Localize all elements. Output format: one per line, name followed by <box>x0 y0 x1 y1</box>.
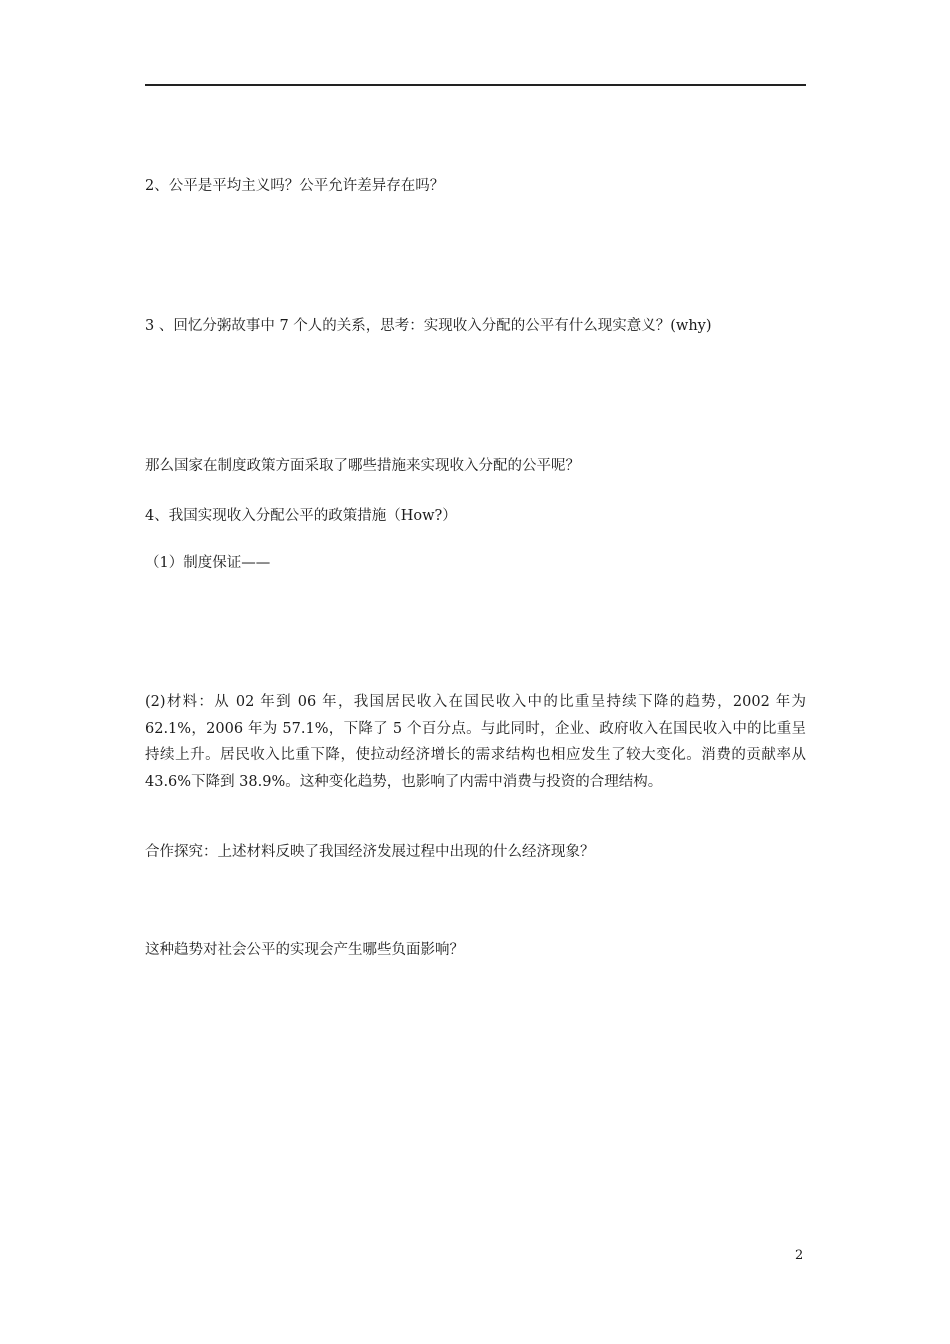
transition-question: 那么国家在制度政策方面采取了哪些措施来实现收入分配的公平呢？ <box>145 458 580 474</box>
page-number: 2 <box>795 1248 804 1263</box>
impact-question: 这种趋势对社会公平的实现会产生哪些负面影响？ <box>145 942 464 958</box>
header-rule <box>145 84 806 86</box>
question-4-item-1: （1）制度保证—— <box>145 555 271 571</box>
cooperation-question: 合作探究：上述材料反映了我国经济发展过程中出现的什么经济现象？ <box>145 844 595 860</box>
question-3: 3 、回忆分粥故事中 7 个人的关系，思考：实现收入分配的公平有什么现实意义？(why) <box>145 318 712 334</box>
question-4: 4、我国实现收入分配公平的政策措施（How?） <box>145 508 457 524</box>
question-2: 2、公平是平均主义吗？公平允许差异存在吗？ <box>145 178 445 194</box>
material-paragraph: (2)材料：从 02 年到 06 年，我国居民收入在国民收入中的比重呈持续下降的趋势，2002 年为 62.1%，2006 年为 57.1%，下降了 5 个百分点。与此同时，企业、政府收入在国民收入中的比重呈持续上升。居民收入比重下降，使拉动经济增长的需求结构也相应发生了较大变化。消费的贡献率从 43.6%下降到 38.9%。这种变化趋势，也影响了内需中消费与投资的合理结构。 <box>145 694 806 790</box>
